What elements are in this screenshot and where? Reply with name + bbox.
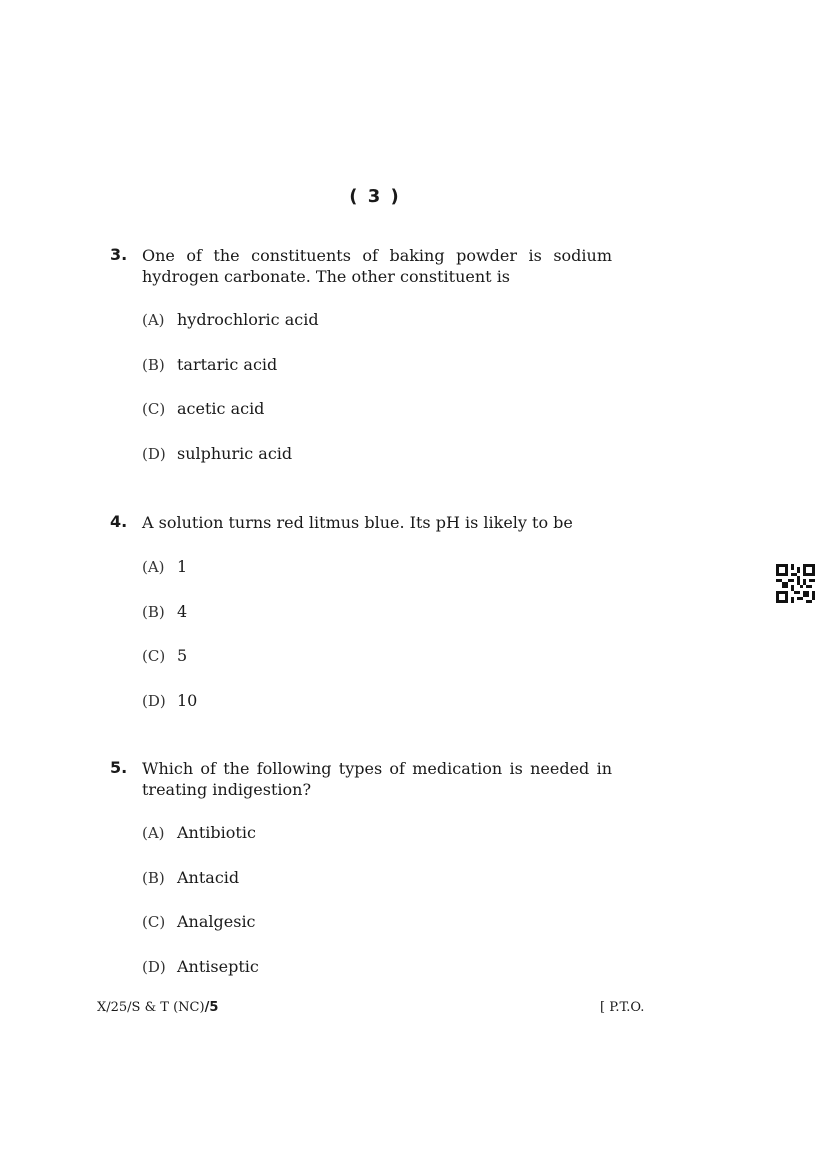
option-text: acetic acid xyxy=(177,399,265,418)
option-label: (D) xyxy=(142,444,166,463)
pto-text: [ P.T.O. xyxy=(600,1000,645,1015)
question-number: 5. xyxy=(110,758,128,777)
option-label: (A) xyxy=(142,311,165,329)
option-d xyxy=(142,444,612,489)
option-label: (C) xyxy=(142,400,166,418)
option-label: (D) xyxy=(142,957,166,976)
question-text: Which of the following types of medication is needed in treating indigestion? xyxy=(142,759,612,799)
option-a xyxy=(142,557,612,602)
option-c xyxy=(142,399,612,444)
question-3 xyxy=(110,245,612,488)
option-label: (D) xyxy=(142,691,166,710)
option-c xyxy=(142,646,612,691)
option-b xyxy=(142,602,612,647)
qr-code-icon xyxy=(776,564,815,603)
option-text: 4 xyxy=(177,601,188,621)
option-label: (C) xyxy=(142,647,166,665)
question-5 xyxy=(110,758,612,1001)
options-list xyxy=(142,823,612,1001)
page-number: ( 3 ) xyxy=(349,186,401,207)
option-text: Antiseptic xyxy=(177,956,259,976)
option-label: (B) xyxy=(142,602,165,621)
options-list xyxy=(142,557,612,735)
option-text: Antacid xyxy=(177,867,240,887)
question-text: One of the constituents of baking powder is sodium hydrogen carbonate. The other constituent is xyxy=(142,246,612,286)
option-d xyxy=(142,957,612,1002)
option-label: (A) xyxy=(142,824,165,842)
question-number: 3. xyxy=(110,245,128,264)
option-b xyxy=(142,868,612,913)
option-label: (C) xyxy=(142,913,166,931)
option-label: (B) xyxy=(142,868,165,887)
option-text: tartaric acid xyxy=(177,354,278,374)
paper-code-suffix: /5 xyxy=(204,1000,219,1015)
option-text: Analgesic xyxy=(177,912,256,931)
option-a xyxy=(142,823,612,868)
option-c xyxy=(142,912,612,957)
question-4 xyxy=(110,512,612,735)
options-list xyxy=(142,310,612,488)
option-label: (A) xyxy=(142,558,165,576)
option-text: Antibiotic xyxy=(177,823,256,842)
option-d xyxy=(142,691,612,736)
question-text: A solution turns red litmus blue. Its pH is likely to be xyxy=(142,513,573,532)
option-text: hydrochloric acid xyxy=(177,310,319,329)
option-text: 1 xyxy=(177,557,188,576)
paper-code-text: X/25/S & T (NC) xyxy=(97,1000,205,1015)
option-b xyxy=(142,355,612,400)
option-text: 10 xyxy=(177,690,198,710)
option-text: 5 xyxy=(177,646,188,665)
option-text: sulphuric acid xyxy=(177,443,293,463)
paper-code xyxy=(97,1000,218,1015)
question-number: 4. xyxy=(110,512,128,531)
option-label: (B) xyxy=(142,355,165,374)
option-a xyxy=(142,310,612,355)
